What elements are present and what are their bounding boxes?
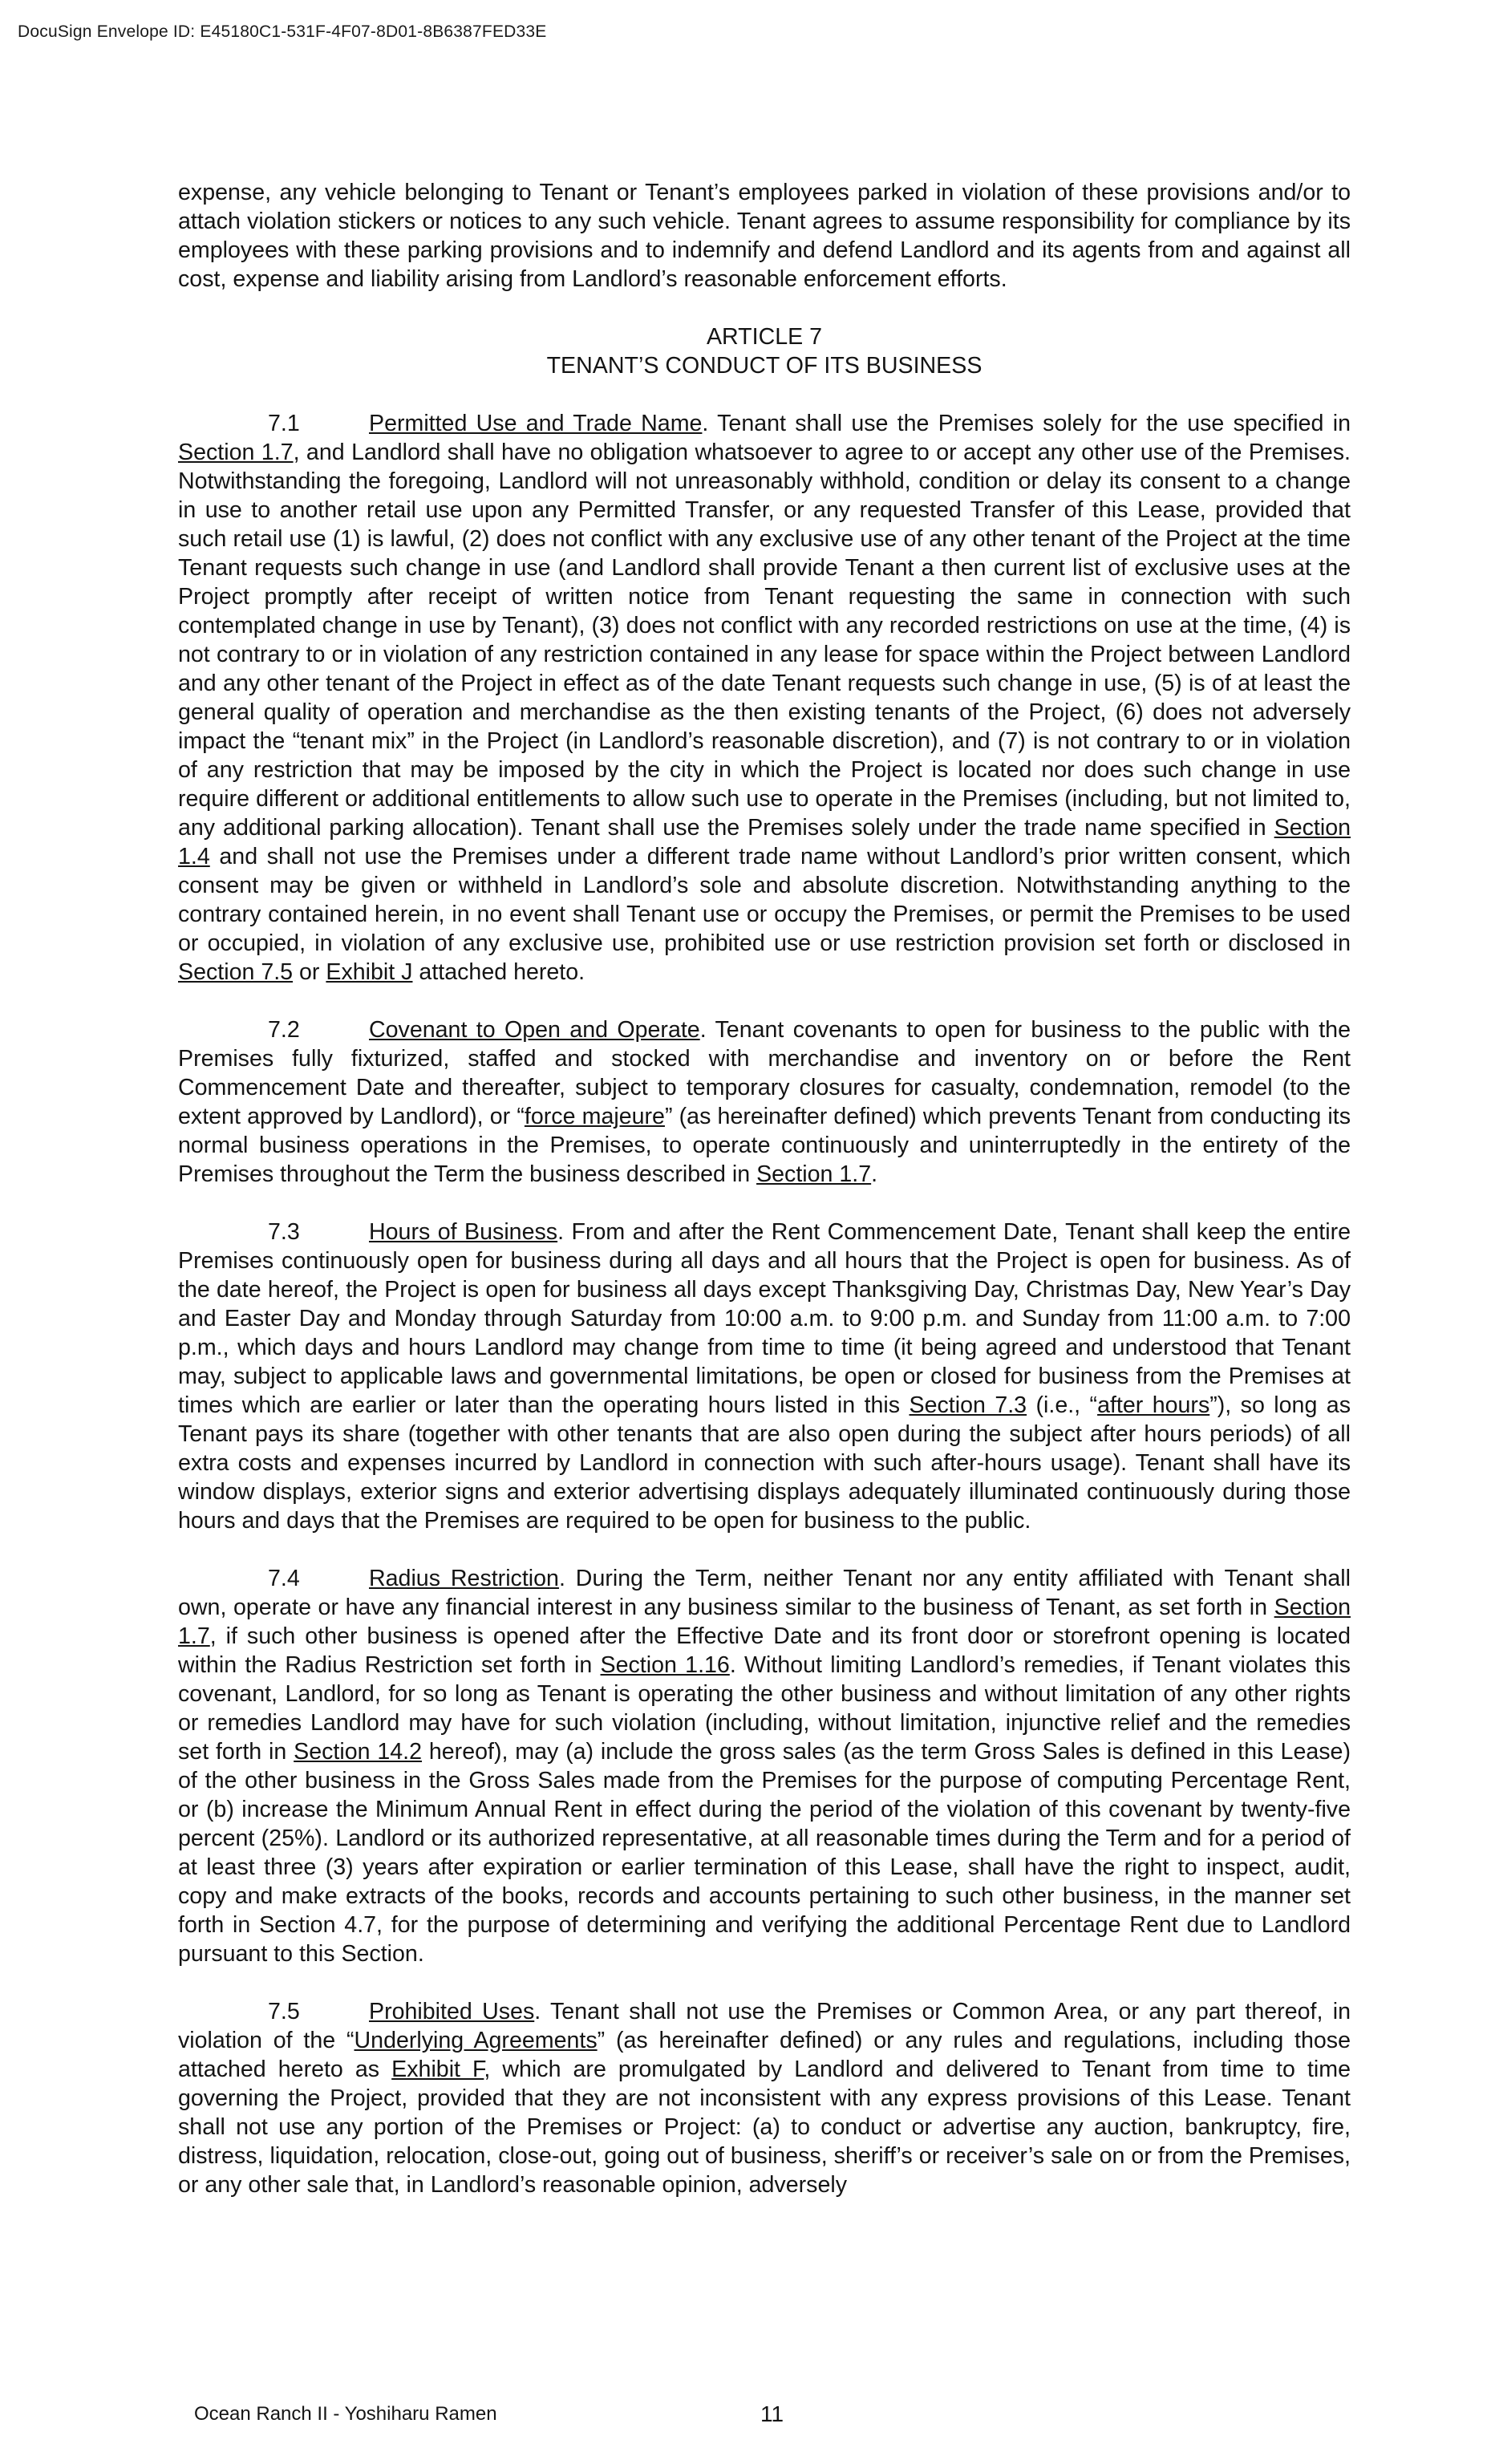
article-heading <box>178 322 1351 380</box>
section-text: . Without limiting Landlord’s remedies, if Tenant violates this covenant, Landlord, for so long as Tenant is operating the other business and without limitation of any other rights or remedies Landlord may have for such violation (including, without limitation, injunctive relief and the remedies set forth in <box>178 1652 1351 1765</box>
section-reference: Section 1.16 <box>600 1652 730 1678</box>
section-text: and shall not use the Premises under a different trade name without Landlord’s prior written consent, which consent may be given or withheld in Landlord’s sole and absolute discretion. Notwithstanding anything to the contrary contained herein, in no event shall Tenant use or occupy the Premises, or permit the Premises to be used or occupied, in violation of any exclusive use, prohibited use or use restriction provision set forth or disclosed in <box>178 844 1351 956</box>
section-heading: Radius Restriction <box>369 1566 559 1591</box>
article-number: ARTICLE 7 <box>706 324 823 350</box>
section-text: ” (as hereinafter defined) which prevents Tenant from conducting its normal business operations in the Premises, to operate continuously and uninterruptedly in the entirety of the Premises throughout the Term the business described in <box>178 1104 1351 1187</box>
section-reference: Section 7.5 <box>178 959 294 985</box>
section-text: , if such other business is opened after the Effective Date and its front door or storefront opening is located within the Radius Restriction set forth in <box>178 1623 1351 1678</box>
section-7-1 <box>178 409 1351 987</box>
envelope-id: DocuSign Envelope ID: E45180C1-531F-4F07-8D01-8B6387FED33E <box>18 22 547 41</box>
section-reference: Section 7.3 <box>909 1392 1027 1418</box>
section-heading: Prohibited Uses <box>369 1999 535 2024</box>
defined-term: Underlying Agreements <box>354 2028 598 2053</box>
section-text: . Tenant covenants to open for business to the public with the Premises fully fixturized, staffed and stocked with merchandise and inventory on or before the Rent Commencement Date and thereafter, subject to temporary closures for casualty, condemnation, remodel (to the extent approved by Landlord), or “ <box>178 1017 1351 1129</box>
article-title: TENANT’S CONDUCT OF ITS BUSINESS <box>546 353 982 379</box>
section-reference: Section 1.7 <box>178 1595 1351 1649</box>
section-reference: Section 1.7 <box>756 1161 872 1187</box>
section-text: . From and after the Rent Commencement Date, Tenant shall keep the entire Premises continuously open for business during all days and all hours that the Project is open for business. As of the date hereof, the Project is open for business all days except Thanksgiving Day, Christmas Day, New Year’s Day and Easter Day and Monday through Saturday from 10:00 a.m. to 9:00 p.m. and Sunday from 11:00 a.m. to 7:00 p.m., which days and hours Landlord may change from time to time (it being agreed and understood that Tenant may, subject to applicable laws and governmental limitations, be open or closed for business from the Premises at times which are earlier or later than the operating hours listed in this <box>178 1219 1351 1418</box>
section-number: 7.4 <box>268 1566 300 1591</box>
section-text: . <box>871 1161 878 1187</box>
footer-document-name: Ocean Ranch II - Yoshiharu Ramen <box>194 2403 497 2425</box>
section-text: . Tenant shall use the Premises solely for the use specified in <box>702 411 1351 436</box>
exhibit-reference: Exhibit F <box>391 2057 484 2082</box>
section-text: (i.e., “ <box>1027 1392 1098 1418</box>
section-7-2 <box>178 1015 1351 1189</box>
document-body <box>178 178 1351 2199</box>
section-reference: Section 1.4 <box>178 815 1351 869</box>
section-text: . Tenant shall not use the Premises or Common Area, or any part thereof, in violation of the “ <box>178 1999 1351 2053</box>
section-text: hereof), may (a) include the gross sales (as the term Gross Sales is defined in this Lease) of the other business in the Gross Sales made from the Premises for the purpose of computing Percentage Rent, or (b) increase the Minimum Annual Rent in effect during the period of the violation of this covenant by twenty-five percent (25%). Landlord or its authorized representative, at all reasonable times during the Term and for a period of at least three (3) years after expiration or earlier termination of this Lease, shall have the right to inspect, audit, copy and make extracts of the books, records and accounts pertaining to such other business, in the manner set forth in Section 4.7, for the purpose of determining and verifying the additional Percentage Rent due to Landlord pursuant to this Section. <box>178 1739 1351 1967</box>
section-7-3 <box>178 1218 1351 1535</box>
section-reference: Section 1.7 <box>178 440 294 465</box>
section-text: ”), so long as Tenant pays its share (together with other tenants that are also open during the subject after hours periods) of all extra costs and expenses incurred by Landlord in connection with such after-hours usage). Tenant shall have its window displays, exterior signs and exterior advertising displays adequately illuminated continuously during those hours and days that the Premises are required to be open for business to the public. <box>178 1392 1351 1534</box>
section-heading: Covenant to Open and Operate <box>369 1017 700 1043</box>
section-7-5 <box>178 1997 1351 2199</box>
section-number: 7.3 <box>268 1219 300 1245</box>
section-text: , and Landlord shall have no obligation whatsoever to agree to or accept any other use of the Premises. Notwithstanding the foregoing, Landlord will not unreasonably withhold, condition or delay its consent to a change in use to another retail use upon any Permitted Transfer, or any requested Transfer of this Lease, provided that such retail use (1) is lawful, (2) does not conflict with any exclusive use of any other tenant of the Project at the time Tenant requests such change in use (and Landlord shall provide Tenant a then current list of exclusive uses at the Project promptly after receipt of written notice from Tenant requesting the same in connection with such contemplated change in use by Tenant), (3) does not conflict with any recorded restrictions on use at the time, (4) is not contrary to or in violation of any restriction contained in any lease for space within the Project between Landlord and any other tenant of the Project in effect as of the date Tenant requests such change in use, (5) is of at least the general quality of operation and merchandise as the then existing tenants of the Project, (6) does not adversely impact the “tenant mix” in the Project (in Landlord’s reasonable discretion), and (7) is not contrary to or in violation of any restriction that may be imposed by the city in which the Project is located nor does such change in use require different or additional entitlements to allow such use to operate in the Premises (including, but not limited to, any additional parking allocation). Tenant shall use the Premises solely under the trade name specified in <box>178 440 1351 841</box>
section-number: 7.2 <box>268 1017 300 1043</box>
exhibit-reference: Exhibit J <box>326 959 413 985</box>
section-text: or <box>293 959 326 985</box>
defined-term: after hours <box>1097 1392 1210 1418</box>
section-number: 7.1 <box>268 411 300 436</box>
intro-paragraph: expense, any vehicle belonging to Tenant or Tenant’s employees parked in violation of these provisions and/or to attach violation stickers or notices to any such vehicle. Tenant agrees to assume responsibility for compliance by its employees with these parking provisions and to indemnify and defend Landlord and its agents from and against all cost, expense and liability arising from Landlord’s reasonable enforcement efforts. <box>178 180 1351 292</box>
section-7-4 <box>178 1564 1351 1968</box>
section-text: , which are promulgated by Landlord and delivered to Tenant from time to time governing the Project, provided that they are not inconsistent with any express provisions of this Lease. Tenant shall not use any portion of the Premises or Project: (a) to conduct or advertise any auction, bankruptcy, fire, distress, liquidation, relocation, close-out, going out of business, sheriff’s or receiver’s sale on or from the Premises, or any other sale that, in Landlord’s reasonable opinion, adversely <box>178 2057 1351 2198</box>
page-number: 11 <box>760 2401 784 2426</box>
section-text: ” (as hereinafter defined) or any rules and regulations, including those attached hereto as <box>178 2028 1351 2082</box>
section-reference: Section 14.2 <box>294 1739 423 1765</box>
section-heading: Permitted Use and Trade Name <box>369 411 703 436</box>
section-text: . During the Term, neither Tenant nor any entity affiliated with Tenant shall own, operate or have any financial interest in any business similar to the business of Tenant, as set forth in <box>178 1566 1351 1620</box>
section-text: attached hereto. <box>412 959 585 985</box>
section-number: 7.5 <box>268 1999 300 2024</box>
defined-term: force majeure <box>524 1104 665 1129</box>
section-heading: Hours of Business <box>369 1219 558 1245</box>
